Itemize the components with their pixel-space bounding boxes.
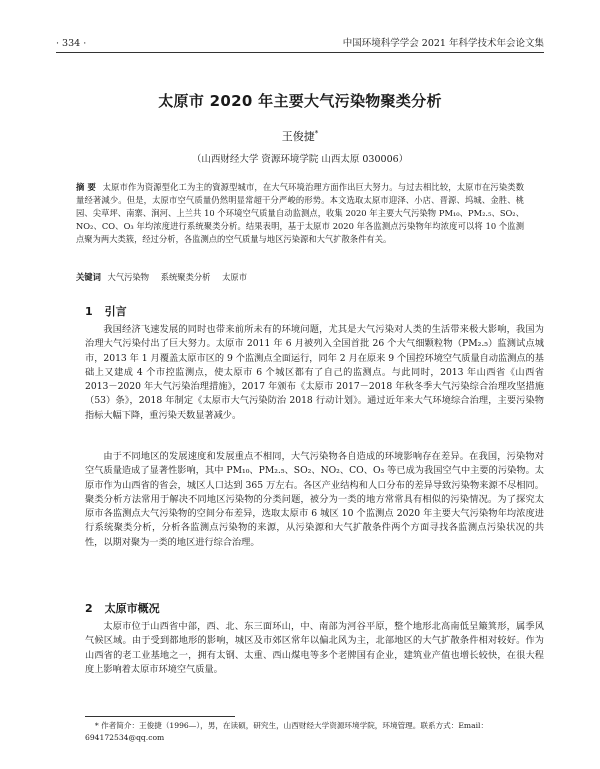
keyword: 太原市	[222, 272, 248, 282]
section-title: 引言	[104, 305, 127, 318]
keyword: 大气污染物	[107, 272, 150, 282]
author-footnote-mark: *	[314, 129, 319, 138]
conference-name: 中国环境科学学会 2021 年科学技术年会论文集	[342, 38, 544, 49]
keywords	[76, 271, 524, 284]
section-title: 太原市概况	[104, 602, 160, 615]
page-number: · 334 ·	[56, 38, 87, 49]
author-line	[56, 128, 544, 144]
abstract	[76, 181, 524, 246]
affiliation: （山西财经大学 资源环境学院 山西太原 030006）	[191, 154, 409, 165]
abstract-text: 太原市作为资源型化工为主的資源型城市，在大气环境治理方面作出巨大努力。与过去相比较，太原市在污染类数量经著減少。但是，太原市空气质量仍然明显常超干分严峻的形势。本文选取太原市迎泽、小店、晋源、坞城、金胜、桃园、尖草坪、南寨、涧河、上兰共 10 个环境空气质量自动监测点，收集 2020 年主要大气污染物 PM₁₀、PM₂.₅、SO₂、NO₂、CO、O₃ 年均浓度进行系统聚类分析。结果表明，基于太原市 2020 年各监测点污染物年均浓度可以将 10 个监测点聚为两大类簇，经过分析，各监测点的空气质量与地区污染源和大气扩散条件有关。	[76, 182, 525, 244]
running-header	[56, 36, 544, 53]
author-name: 王俊捷	[281, 130, 315, 143]
section-number: 1	[85, 305, 93, 318]
footnote-divider	[85, 716, 235, 717]
paragraph: 由于不同地区的发展速度和发展重点不相同，大气污染物各自造成的环境影响存在差异。在我国，污染物对空气质量造成了显著性影响，其中 PM₁₀、PM₂.₅、SO₂、NO₂、CO、O₃ 等已成为我国空气中主要的污染物。太原市作为山西省的省会，城区人口达到 365 万左右。各区产业结构和人口分布的差异导致污染物来源不尽相同。聚类分析方法常用于解决不同地区污染物的分类问题，被分为一类的地方常常具有相似的污染情况。为了探究太原市各监测点大气污染物的空间分布差异，选取太原市 6 城区 10 个监测点 2020 年主要大气污染物年均浓度进行系统聚类分析，分析各监测点污染物的来源，从污染源和大气扩散条件两个方面寻找各监测点污染状况的共性，以期对聚为一类的地区进行综合治理。	[85, 451, 544, 548]
abstract-label: 摘 要	[76, 182, 96, 192]
section-heading-introduction	[85, 303, 127, 319]
author-footnote: * 作者简介：王俊捷（1996—），男，在读硕，研究生，山西财经大学资源环境学院，环境管理。联系方式：Email：694172534@qq.com	[85, 721, 489, 742]
section-number: 2	[85, 602, 93, 615]
section-heading-overview	[85, 600, 160, 616]
paragraph: 太原市位于山西省中部，西、北、东三面环山，中、南部为河谷平原，整个地形北高南低呈簸箕形，属季风气候区域。由于受到都地形的影响，城区及市郊区常年以偏北风为主，北部地区的大气扩散条件相对较好。作为山西省的老工业基地之一，拥有太钢、太重、西山煤电等多个老牌国有企业，建筑业产值也增长较快，在很大程度上影响着太原市环境空气质量。	[85, 621, 544, 675]
keyword: 系统聚类分析	[160, 272, 211, 282]
paragraph: 我国经济飞速发展的同时也带来前所未有的环境问题，尤其是大气污染对人类的生活带来极大影响，我国为治理大气污染付出了巨大努力。太原市 2011 年 6 月被列入全国首批 26 个大气细颗粒物（PM₂.₅）监测试点城市，2013 年 1 月覆盖太原市区的 9 个监测点全面运行，同年 2 月在原来 9 个国控环境空气质量自动监测点的基础上又建成 4 个市控监测点，使太原市 6 个城区都有了自己的监测点。与此同时，2013 年山西省《山西省 2013－2020 年大气污染治理措施》，2017 年颁布《太原市 2017－2018 年秋冬季大气污染综合治理攻坚措施（53）条》，2018 年制定《太原市大气污染防治 2018 行动计划》。通过近年来大气环境综合治理，主要污染物指标大幅下降，重污染天数显著减少。	[85, 324, 544, 421]
keywords-label: 关键词	[76, 272, 101, 282]
paper-title: 太原市 2020 年主要大气污染物聚类分析	[158, 92, 442, 110]
